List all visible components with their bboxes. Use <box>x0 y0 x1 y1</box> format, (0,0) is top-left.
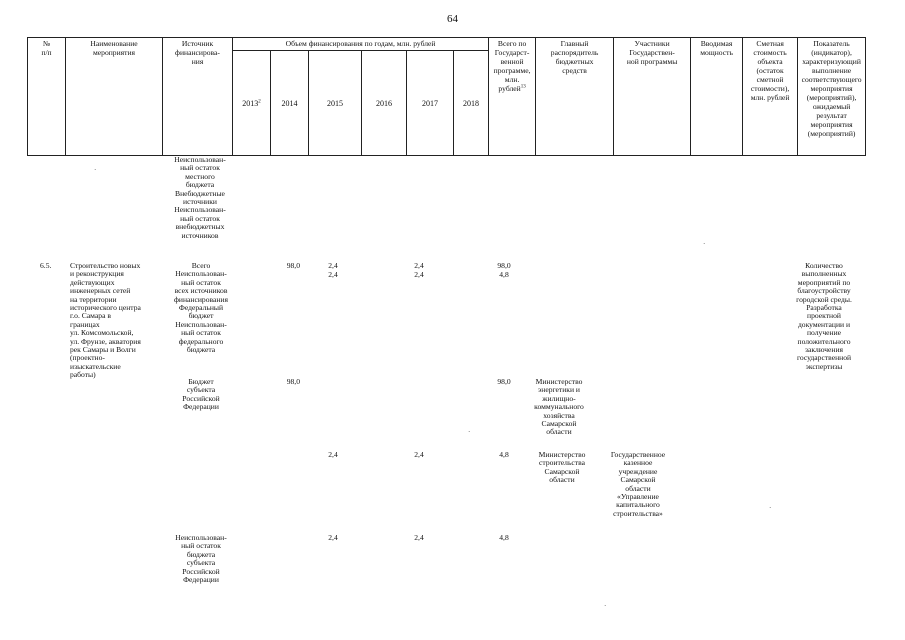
value-2015-unused-all: 2,4 <box>328 270 338 279</box>
admin-construction-ministry: Министерство строительства Самарской области <box>538 450 586 485</box>
header-col-number: № п/п <box>28 38 66 156</box>
value-sum-total: 98,0 <box>497 261 511 270</box>
header-col-total: Всего по Государст- венной программе, млн. рублей$^{13}$ <box>489 38 536 156</box>
value-2017-unused-all: 2,4 <box>414 270 424 279</box>
header-col-volume: Объем финансирования по годам, млн. рублей <box>233 38 489 51</box>
header-col-source: Источник финансирова- ния <box>163 38 233 156</box>
sources-top: Всего Неиспользован- ный остаток всех источников финансирования Федеральный бюджет Неиспользован- ный остаток федерального бюджета <box>174 261 228 355</box>
scan-speck: · <box>703 240 706 248</box>
source-regional-budget: Бюджет субъекта Российской Федерации <box>182 377 220 412</box>
header-year-2015: 2015 <box>309 51 362 156</box>
scan-speck: · <box>769 504 772 512</box>
header-year-2017: 2017 <box>407 51 454 156</box>
participant-capital-construction: Государственное казенное учреждение Самарской области «Управление капитального строительства» <box>610 450 666 518</box>
value-2015-total: 2,4 <box>328 261 338 270</box>
value-2017-construction: 2,4 <box>414 450 424 459</box>
value-2014-regional: 98,0 <box>286 377 300 386</box>
indicator-text: Количество выполненных мероприятий по благоустройству городской среды. Разработка проектной документации и получение положительного заключения государственной экспертизы <box>796 261 852 371</box>
scan-speck: · <box>468 428 471 436</box>
scan-speck: · <box>604 602 607 610</box>
value-2015-construction: 2,4 <box>328 450 338 459</box>
value-sum-construction: 4,8 <box>499 450 509 459</box>
value-sum-unused-all: 4,8 <box>499 270 509 279</box>
header-col-participants: Участники Государствен- ной программы <box>614 38 691 156</box>
page-number: 64 <box>447 13 458 25</box>
table-header <box>27 37 866 156</box>
source-unused-regional: Неиспользован- ный остаток бюджета субъекта Российской Федерации <box>175 533 227 585</box>
header-col-name: Наименование мероприятия <box>66 38 163 156</box>
row-number: 6.5. <box>40 261 52 270</box>
header-year-2014: 2014 <box>271 51 309 156</box>
value-sum-unused-regional: 4,8 <box>499 533 509 542</box>
header-year-2016: 2016 <box>362 51 407 156</box>
continuation-sources: Неиспользован- ный остаток местного бюджета Внебюджетные источники Неиспользован- ный остаток внебюджетных источников <box>174 155 226 240</box>
header-col-admin: Главный распорядитель бюджетных средств <box>536 38 614 156</box>
value-2017-unused-regional: 2,4 <box>414 533 424 542</box>
header-year-2018: 2018 <box>454 51 489 156</box>
header-col-capacity: Вводимая мощность <box>691 38 743 156</box>
header-col-cost: Сметная стоимость объекта (остаток сметной стоимости), млн. рублей <box>743 38 798 156</box>
scan-speck: · <box>94 166 97 174</box>
value-2014-total: 98,0 <box>286 261 300 270</box>
activity-name: Строительство новых и реконструкция действующих инженерных сетей на территории исторического центра г.о. Самара в границах ул. Комсомольской, ул. Фрунзе, акватория рек Самары и Волги (проектно- изыскательские работы) <box>70 261 141 380</box>
value-2015-unused-regional: 2,4 <box>328 533 338 542</box>
value-2017-total: 2,4 <box>414 261 424 270</box>
header-year-2013: 2013$^2$ <box>233 51 271 156</box>
admin-energy-ministry: Министерство энергетики и жилищно- коммунального хозяйства Самарской области <box>534 377 584 437</box>
value-sum-regional: 98,0 <box>497 377 511 386</box>
header-col-indicator: Показатель (индикатор), характеризующий выполнение соответствующего мероприятия (мероприятий), ожидаемый результат мероприятия (мероприятий) <box>798 38 866 156</box>
